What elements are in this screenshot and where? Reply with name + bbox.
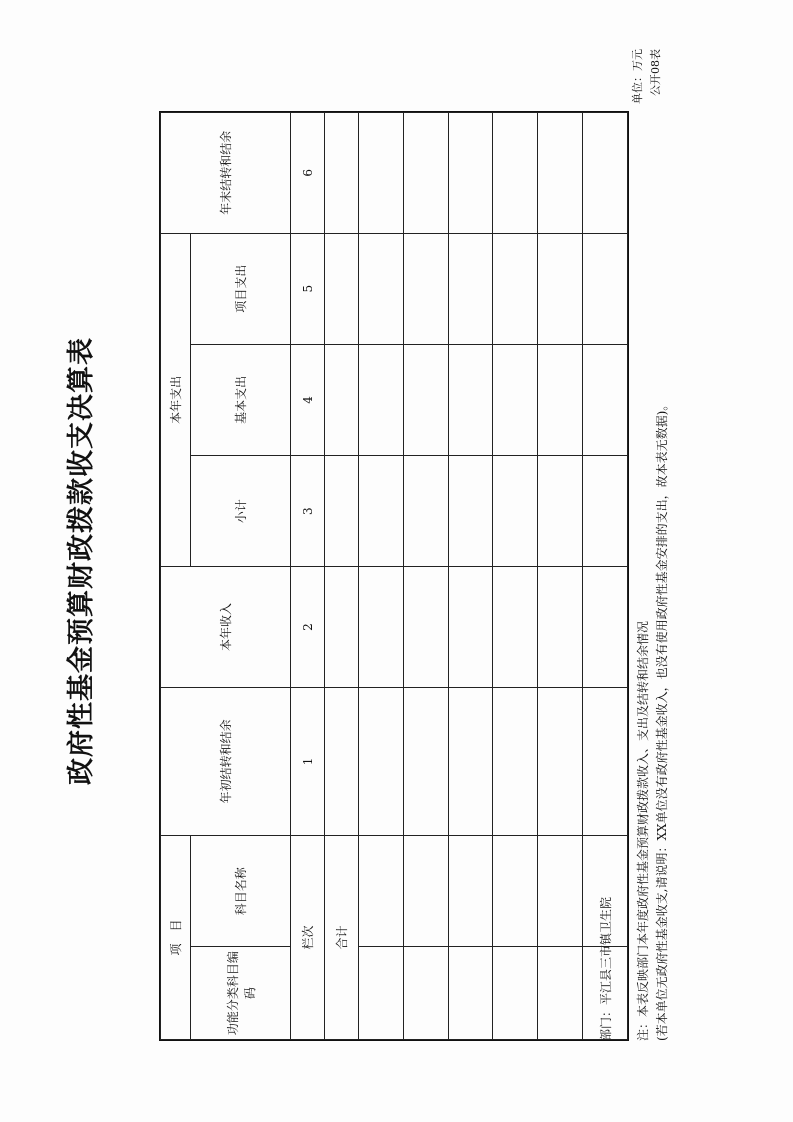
table-cell	[358, 233, 403, 344]
table-cell	[448, 836, 493, 947]
table-row	[582, 113, 627, 1040]
table-cell	[582, 947, 627, 1040]
table-cell	[324, 456, 358, 567]
table-row	[403, 113, 448, 1040]
table-cell	[448, 113, 493, 234]
header-project: 项目支出	[190, 233, 290, 344]
header-item: 项 目	[160, 836, 190, 1040]
table-cell	[403, 113, 448, 234]
col-row-label: 栏次	[290, 836, 324, 1040]
table-cell	[537, 947, 582, 1040]
table-cell	[492, 567, 537, 688]
budget-table	[159, 111, 629, 1041]
header-basic: 基本支出	[190, 344, 290, 455]
table-cell	[582, 233, 627, 344]
table-row	[448, 113, 493, 1040]
table-cell	[537, 233, 582, 344]
table-cell	[324, 687, 358, 835]
table-cell	[537, 836, 582, 947]
table-cell	[537, 456, 582, 567]
table-cell	[492, 947, 537, 1040]
table-cell	[582, 687, 627, 835]
header-income: 本年收入	[160, 567, 290, 688]
table-cell	[403, 233, 448, 344]
table-cell	[448, 567, 493, 688]
table-cell	[492, 233, 537, 344]
table-cell	[403, 456, 448, 567]
table-row	[537, 113, 582, 1040]
table-cell	[324, 344, 358, 455]
table-cell	[448, 233, 493, 344]
table-cell	[537, 113, 582, 234]
table-cell	[358, 456, 403, 567]
table-row	[492, 113, 537, 1040]
table-cell	[492, 687, 537, 835]
table-cell	[492, 456, 537, 567]
table-cell	[358, 113, 403, 234]
total-label: 合计	[324, 836, 358, 1040]
header-subtotal: 小计	[190, 456, 290, 567]
table-cell	[582, 836, 627, 947]
table-cell	[492, 113, 537, 234]
header-expense: 本年支出	[160, 233, 190, 567]
col-row-1: 1	[290, 687, 324, 835]
table-cell	[448, 687, 493, 835]
col-row-5: 5	[290, 233, 324, 344]
notes	[634, 399, 672, 1041]
table-cell	[403, 567, 448, 688]
table-cell	[403, 836, 448, 947]
table-cell	[403, 687, 448, 835]
note-line-1: 注：本表反映部门本年度政府性基金预算财政拨款收入、支出及结转和结余情况	[635, 620, 650, 1041]
table-cell	[403, 947, 448, 1040]
table-cell	[582, 113, 627, 234]
table-cell	[582, 456, 627, 567]
table-cell	[358, 567, 403, 688]
table-row	[358, 113, 403, 1040]
table-cell	[358, 947, 403, 1040]
table-cell	[358, 687, 403, 835]
table-cell	[403, 344, 448, 455]
table-cell	[537, 567, 582, 688]
table-cell	[448, 344, 493, 455]
table-cell	[324, 113, 358, 234]
table-number-label: 公开08表	[648, 49, 662, 96]
table-cell	[537, 687, 582, 835]
table-cell	[358, 344, 403, 455]
col-row-6: 6	[290, 113, 324, 234]
table-cell	[582, 344, 627, 455]
table-cell	[448, 456, 493, 567]
unit-label: 单位：万元	[630, 49, 644, 104]
table-cell	[582, 567, 627, 688]
department-label: 部门：平江县三市镇卫生院	[598, 896, 613, 1041]
header-subject-name: 科目名称	[190, 836, 290, 947]
col-row-4: 4	[290, 344, 324, 455]
note-line-2: (若本单位无政府性基金收支,请说明：XX单位没有政府性基金收入，也没有使用政府性基金安排的支出，故本表无数据)。	[654, 398, 669, 1041]
table-cell	[324, 567, 358, 688]
col-row-2: 2	[290, 567, 324, 688]
table-cell	[492, 344, 537, 455]
table-cell	[492, 836, 537, 947]
page-title: 政府性基金预算财政拨款收支决算表	[65, 337, 97, 785]
rotated-page-content	[37, 41, 757, 1081]
header-func-code: 功能分类科目编码	[190, 947, 290, 1040]
table-cell	[324, 233, 358, 344]
col-row-3: 3	[290, 456, 324, 567]
table-cell	[358, 836, 403, 947]
header-begin-balance: 年初结转和结余	[160, 687, 290, 835]
table-cell	[448, 947, 493, 1040]
table-cell	[537, 344, 582, 455]
header-end-balance: 年末结转和结余	[160, 113, 290, 234]
